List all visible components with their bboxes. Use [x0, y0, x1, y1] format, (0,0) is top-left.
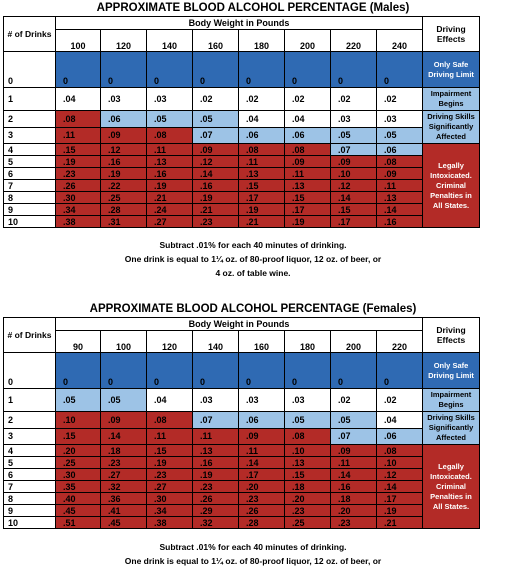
bac-value: .30 [56, 469, 101, 481]
weight-header: 220 [377, 331, 423, 353]
table-row [4, 389, 480, 412]
bac-value: .06 [101, 111, 147, 128]
bac-value: .20 [331, 505, 377, 517]
bac-value: .41 [101, 505, 147, 517]
table-row [4, 111, 480, 128]
bac-value: .15 [147, 445, 193, 457]
weight-header: 200 [285, 30, 331, 52]
bac-value: .17 [377, 493, 423, 505]
weight-header: 120 [101, 30, 147, 52]
drinks-count: 2 [4, 111, 56, 128]
bac-value: .15 [239, 180, 285, 192]
bac-value: .02 [331, 88, 377, 111]
bac-value: 0 [56, 52, 101, 88]
bac-value: .14 [239, 457, 285, 469]
bac-value: .05 [101, 389, 147, 412]
bac-value: .13 [285, 180, 331, 192]
bac-value: .09 [193, 144, 239, 156]
bac-value: .05 [331, 412, 377, 429]
bac-value: .10 [377, 457, 423, 469]
bac-value: .16 [331, 481, 377, 493]
bac-value: .28 [101, 204, 147, 216]
table-row [4, 168, 480, 180]
male-note-2: One drink is equal to 1¼ oz. of 80-proof liquor, 12 oz. of beer, or [124, 254, 382, 264]
bac-value: 0 [377, 52, 423, 88]
bac-value: .13 [377, 192, 423, 204]
bac-value: .15 [285, 469, 331, 481]
bac-value: .07 [193, 127, 239, 144]
table-row [4, 445, 480, 457]
bac-value: .07 [193, 412, 239, 429]
weight-header: 220 [331, 30, 377, 52]
header-row [4, 17, 480, 30]
bac-value: .12 [377, 469, 423, 481]
bac-value: .19 [147, 180, 193, 192]
bac-value: .11 [285, 168, 331, 180]
drinks-count: 7 [4, 481, 56, 493]
bac-value: .20 [239, 481, 285, 493]
drinks-count: 5 [4, 457, 56, 469]
bac-value: .38 [56, 216, 101, 228]
bac-value: .13 [147, 156, 193, 168]
drinks-count: 9 [4, 505, 56, 517]
bac-value: .27 [101, 469, 147, 481]
bac-value: .05 [377, 127, 423, 144]
table-row [4, 127, 480, 144]
bac-value: 0 [331, 353, 377, 389]
header-row [4, 318, 480, 331]
bac-value: .06 [239, 127, 285, 144]
bac-value: .32 [101, 481, 147, 493]
bac-value: .27 [147, 216, 193, 228]
bac-value: 0 [101, 52, 147, 88]
bac-value: .19 [193, 192, 239, 204]
drinks-count: 5 [4, 156, 56, 168]
bac-value: .30 [147, 493, 193, 505]
bac-value: .04 [285, 111, 331, 128]
table-row [4, 52, 480, 88]
bac-value: .14 [377, 481, 423, 493]
bac-value: .03 [239, 389, 285, 412]
table-row [4, 469, 480, 481]
weight-header: 90 [56, 331, 101, 353]
bac-value: .04 [377, 412, 423, 429]
bac-value: .08 [56, 111, 101, 128]
bac-value: 0 [239, 353, 285, 389]
bac-value: .03 [331, 111, 377, 128]
effect-legally-intoxicated: Legally Intoxicated. Criminal Penalties in All States. [423, 445, 480, 529]
drinks-count: 1 [4, 389, 56, 412]
bac-value: .17 [285, 204, 331, 216]
drinks-count: 3 [4, 127, 56, 144]
body-weight-header: Body Weight in Pounds [56, 318, 423, 331]
bac-value: .08 [377, 156, 423, 168]
drinks-count: 3 [4, 428, 56, 445]
bac-value: .25 [285, 517, 331, 529]
bac-value: .23 [147, 469, 193, 481]
bac-value: .05 [147, 111, 193, 128]
bac-value: .26 [56, 180, 101, 192]
bac-value: 0 [377, 353, 423, 389]
bac-value: .19 [101, 168, 147, 180]
drinks-count: 0 [4, 52, 56, 88]
drinks-count: 2 [4, 412, 56, 429]
bac-value: .32 [193, 517, 239, 529]
bac-value: .09 [331, 156, 377, 168]
bac-value: .36 [101, 493, 147, 505]
bac-value: .12 [193, 156, 239, 168]
effect-safe-limit: Only Safe Driving Limit [423, 353, 480, 389]
bac-value: .45 [101, 517, 147, 529]
male-bac-table [3, 16, 480, 228]
bac-value: .15 [285, 192, 331, 204]
weights-row [4, 30, 480, 52]
bac-value: .21 [147, 192, 193, 204]
bac-value: .02 [377, 389, 423, 412]
bac-value: .24 [147, 204, 193, 216]
bac-value: 0 [56, 353, 101, 389]
bac-value: .21 [239, 216, 285, 228]
weight-header: 100 [56, 30, 101, 52]
table-row [4, 428, 480, 445]
bac-value: .08 [285, 144, 331, 156]
bac-value: .26 [193, 493, 239, 505]
effect-driving-skills: Driving Skills Significantly Affected [423, 412, 480, 445]
bac-value: .05 [285, 412, 331, 429]
weight-header: 200 [331, 331, 377, 353]
drinks-count: 0 [4, 353, 56, 389]
bac-value: .06 [377, 428, 423, 445]
bac-value: .04 [147, 389, 193, 412]
bac-value: .11 [147, 144, 193, 156]
bac-value: .19 [377, 505, 423, 517]
bac-value: .51 [56, 517, 101, 529]
bac-value: .02 [331, 389, 377, 412]
bac-value: 0 [331, 52, 377, 88]
bac-value: .09 [101, 127, 147, 144]
bac-value: .09 [377, 168, 423, 180]
weight-header: 160 [193, 30, 239, 52]
drinks-count: 6 [4, 168, 56, 180]
bac-value: .11 [239, 445, 285, 457]
bac-value: .45 [56, 505, 101, 517]
table-row [4, 353, 480, 389]
bac-value: 0 [147, 52, 193, 88]
male-table-title: APPROXIMATE BLOOD ALCOHOL PERCENTAGE (Males) [96, 2, 410, 14]
bac-value: .26 [239, 505, 285, 517]
bac-value: 0 [239, 52, 285, 88]
bac-value: 0 [193, 353, 239, 389]
drinks-count: 8 [4, 493, 56, 505]
drinks-count: 7 [4, 180, 56, 192]
bac-value: .17 [331, 216, 377, 228]
bac-value: .05 [331, 127, 377, 144]
bac-value: .35 [56, 481, 101, 493]
bac-value: .04 [56, 88, 101, 111]
bac-value: 0 [193, 52, 239, 88]
table-row [4, 412, 480, 429]
bac-value: .03 [285, 389, 331, 412]
table-row [4, 216, 480, 228]
bac-value: 0 [101, 353, 147, 389]
weight-header: 140 [193, 331, 239, 353]
bac-value: .17 [239, 469, 285, 481]
drinks-count: 1 [4, 88, 56, 111]
weight-header: 180 [239, 30, 285, 52]
bac-value: .34 [147, 505, 193, 517]
bac-value: 0 [285, 52, 331, 88]
effect-safe-limit: Only Safe Driving Limit [423, 52, 480, 88]
bac-value: .23 [101, 457, 147, 469]
bac-value: .07 [331, 144, 377, 156]
bac-value: .03 [193, 389, 239, 412]
bac-value: .14 [331, 469, 377, 481]
bac-value: .08 [377, 445, 423, 457]
effect-driving-skills: Driving Skills Significantly Affected [423, 111, 480, 144]
drinks-count: 10 [4, 517, 56, 529]
bac-value: .21 [193, 204, 239, 216]
bac-value: .05 [193, 111, 239, 128]
bac-value: .15 [56, 428, 101, 445]
bac-value: .16 [101, 156, 147, 168]
bac-value: .16 [193, 457, 239, 469]
bac-value: .22 [101, 180, 147, 192]
weight-header: 180 [285, 331, 331, 353]
driving-effects-header: Driving Effects [423, 318, 480, 353]
bac-value: .11 [377, 180, 423, 192]
bac-value: .19 [193, 469, 239, 481]
bac-value: .02 [285, 88, 331, 111]
body-weight-header: Body Weight in Pounds [56, 17, 423, 30]
bac-value: .03 [101, 88, 147, 111]
bac-value: .14 [331, 192, 377, 204]
bac-value: .02 [377, 88, 423, 111]
bac-value: .19 [56, 156, 101, 168]
female-bac-table [3, 317, 480, 529]
bac-value: .06 [285, 127, 331, 144]
weight-header: 120 [147, 331, 193, 353]
bac-value: .09 [331, 445, 377, 457]
bac-value: .11 [193, 428, 239, 445]
bac-value: .03 [147, 88, 193, 111]
bac-value: .15 [331, 204, 377, 216]
bac-value: .23 [239, 493, 285, 505]
bac-value: .31 [101, 216, 147, 228]
bac-value: .18 [331, 493, 377, 505]
bac-value: .13 [193, 445, 239, 457]
bac-value: .08 [285, 428, 331, 445]
bac-value: .23 [285, 505, 331, 517]
bac-value: .16 [377, 216, 423, 228]
drinks-count: 9 [4, 204, 56, 216]
bac-value: .28 [239, 517, 285, 529]
bac-value: .14 [377, 204, 423, 216]
female-note-2: One drink is equal to 1¼ oz. of 80-proof liquor, 12 oz. of beer, or [124, 556, 382, 566]
bac-value: .13 [239, 168, 285, 180]
weight-header: 100 [101, 331, 147, 353]
weight-header: 160 [239, 331, 285, 353]
bac-value: .21 [377, 517, 423, 529]
weight-header: 140 [147, 30, 193, 52]
bac-value: .13 [285, 457, 331, 469]
bac-value: .34 [56, 204, 101, 216]
driving-effects-header: Driving Effects [423, 17, 480, 52]
bac-value: .23 [193, 216, 239, 228]
bac-value: .23 [193, 481, 239, 493]
bac-value: .38 [147, 517, 193, 529]
bac-value: .03 [377, 111, 423, 128]
table-row [4, 481, 480, 493]
bac-value: .06 [239, 412, 285, 429]
bac-value: .14 [101, 428, 147, 445]
table-row [4, 144, 480, 156]
bac-value: .25 [101, 192, 147, 204]
bac-value: .29 [193, 505, 239, 517]
bac-value: .23 [331, 517, 377, 529]
bac-value: .08 [147, 412, 193, 429]
table-row [4, 192, 480, 204]
bac-value: .11 [147, 428, 193, 445]
bac-value: .18 [285, 481, 331, 493]
bac-value: .11 [239, 156, 285, 168]
bac-value: .02 [193, 88, 239, 111]
bac-value: .16 [193, 180, 239, 192]
bac-value: .18 [101, 445, 147, 457]
effect-impairment: Impairment Begins [423, 88, 480, 111]
bac-value: .40 [56, 493, 101, 505]
bac-value: .09 [285, 156, 331, 168]
bac-value: .11 [331, 457, 377, 469]
bac-value: .19 [147, 457, 193, 469]
weights-row [4, 331, 480, 353]
bac-value: 0 [147, 353, 193, 389]
table-row [4, 156, 480, 168]
bac-value: .10 [56, 412, 101, 429]
drinks-header: # of Drinks [4, 17, 56, 52]
drinks-count: 10 [4, 216, 56, 228]
table-row [4, 493, 480, 505]
bac-value: .11 [56, 127, 101, 144]
bac-value: .08 [239, 144, 285, 156]
bac-value: .20 [285, 493, 331, 505]
female-note-1: Subtract .01% for each 40 minutes of drinking. [159, 542, 347, 552]
drinks-header: # of Drinks [4, 318, 56, 353]
weight-header: 240 [377, 30, 423, 52]
bac-value: .06 [377, 144, 423, 156]
bac-value: .09 [101, 412, 147, 429]
drinks-count: 6 [4, 469, 56, 481]
bac-value: .14 [193, 168, 239, 180]
bac-value: .16 [147, 168, 193, 180]
table-row [4, 517, 480, 529]
effect-impairment: Impairment Begins [423, 389, 480, 412]
bac-value: .12 [101, 144, 147, 156]
bac-value: .07 [331, 428, 377, 445]
bac-value: 0 [285, 353, 331, 389]
bac-value: .08 [147, 127, 193, 144]
bac-value: .23 [56, 168, 101, 180]
bac-value: .12 [331, 180, 377, 192]
bac-value: .19 [239, 204, 285, 216]
table-row [4, 88, 480, 111]
bac-value: .04 [239, 111, 285, 128]
bac-value: .25 [56, 457, 101, 469]
bac-value: .20 [56, 445, 101, 457]
drinks-count: 4 [4, 445, 56, 457]
drinks-count: 4 [4, 144, 56, 156]
drinks-count: 8 [4, 192, 56, 204]
bac-value: .30 [56, 192, 101, 204]
male-note-1: Subtract .01% for each 40 minutes of drinking. [159, 240, 347, 250]
female-table-title: APPROXIMATE BLOOD ALCOHOL PERCENTAGE (Females) [89, 303, 417, 315]
bac-value: .05 [56, 389, 101, 412]
bac-value: .10 [285, 445, 331, 457]
bac-value: .17 [239, 192, 285, 204]
bac-value: .02 [239, 88, 285, 111]
bac-value: .10 [331, 168, 377, 180]
bac-value: .19 [285, 216, 331, 228]
table-row [4, 505, 480, 517]
effect-legally-intoxicated: Legally Intoxicated. Criminal Penalties in All States. [423, 144, 480, 228]
bac-value: .09 [239, 428, 285, 445]
bac-value: .27 [147, 481, 193, 493]
table-row [4, 180, 480, 192]
table-row [4, 457, 480, 469]
male-note-3: 4 oz. of table wine. [215, 268, 291, 278]
table-row [4, 204, 480, 216]
bac-value: .15 [56, 144, 101, 156]
